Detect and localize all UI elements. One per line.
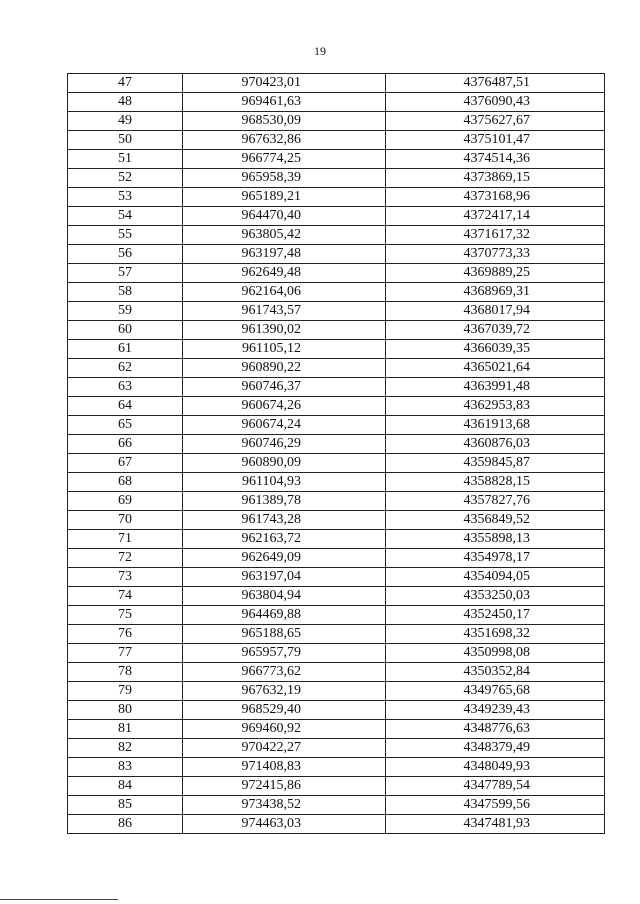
table-row bbox=[68, 720, 605, 739]
y-coordinate-cell: 4367039,72 bbox=[386, 321, 605, 340]
y-coordinate-cell: 4362953,83 bbox=[386, 397, 605, 416]
x-coordinate-cell: 961104,93 bbox=[183, 473, 386, 492]
y-coordinate-cell: 4354094,05 bbox=[386, 568, 605, 587]
y-coordinate-cell: 4354978,17 bbox=[386, 549, 605, 568]
x-coordinate-cell: 965189,21 bbox=[183, 188, 386, 207]
point-number-cell: 55 bbox=[68, 226, 183, 245]
x-coordinate-cell: 969461,63 bbox=[183, 93, 386, 112]
point-number-cell: 51 bbox=[68, 150, 183, 169]
footer-rule bbox=[0, 899, 118, 900]
point-number-cell: 75 bbox=[68, 606, 183, 625]
x-coordinate-cell: 961390,02 bbox=[183, 321, 386, 340]
table-row bbox=[68, 207, 605, 226]
table-row bbox=[68, 435, 605, 454]
table-body bbox=[68, 74, 605, 834]
table-row bbox=[68, 492, 605, 511]
table-row bbox=[68, 340, 605, 359]
table-row bbox=[68, 701, 605, 720]
point-number-cell: 66 bbox=[68, 435, 183, 454]
point-number-cell: 53 bbox=[68, 188, 183, 207]
table-row bbox=[68, 93, 605, 112]
table-row bbox=[68, 568, 605, 587]
table-row bbox=[68, 378, 605, 397]
table-row bbox=[68, 131, 605, 150]
table-row bbox=[68, 739, 605, 758]
table-row bbox=[68, 321, 605, 340]
y-coordinate-cell: 4365021,64 bbox=[386, 359, 605, 378]
y-coordinate-cell: 4356849,52 bbox=[386, 511, 605, 530]
y-coordinate-cell: 4348379,49 bbox=[386, 739, 605, 758]
x-coordinate-cell: 963197,04 bbox=[183, 568, 386, 587]
table-row bbox=[68, 264, 605, 283]
point-number-cell: 84 bbox=[68, 777, 183, 796]
point-number-cell: 69 bbox=[68, 492, 183, 511]
table-row bbox=[68, 663, 605, 682]
point-number-cell: 74 bbox=[68, 587, 183, 606]
y-coordinate-cell: 4366039,35 bbox=[386, 340, 605, 359]
x-coordinate-cell: 960746,29 bbox=[183, 435, 386, 454]
x-coordinate-cell: 965957,79 bbox=[183, 644, 386, 663]
x-coordinate-cell: 965958,39 bbox=[183, 169, 386, 188]
x-coordinate-cell: 962649,48 bbox=[183, 264, 386, 283]
table-row bbox=[68, 511, 605, 530]
point-number-cell: 52 bbox=[68, 169, 183, 188]
y-coordinate-cell: 4349239,43 bbox=[386, 701, 605, 720]
y-coordinate-cell: 4351698,32 bbox=[386, 625, 605, 644]
point-number-cell: 83 bbox=[68, 758, 183, 777]
y-coordinate-cell: 4374514,36 bbox=[386, 150, 605, 169]
table-row bbox=[68, 302, 605, 321]
y-coordinate-cell: 4347599,56 bbox=[386, 796, 605, 815]
table-row bbox=[68, 454, 605, 473]
point-number-cell: 85 bbox=[68, 796, 183, 815]
point-number-cell: 58 bbox=[68, 283, 183, 302]
table-row bbox=[68, 283, 605, 302]
y-coordinate-cell: 4375627,67 bbox=[386, 112, 605, 131]
point-number-cell: 76 bbox=[68, 625, 183, 644]
y-coordinate-cell: 4370773,33 bbox=[386, 245, 605, 264]
coordinates-table bbox=[67, 73, 605, 834]
x-coordinate-cell: 962164,06 bbox=[183, 283, 386, 302]
point-number-cell: 79 bbox=[68, 682, 183, 701]
y-coordinate-cell: 4357827,76 bbox=[386, 492, 605, 511]
x-coordinate-cell: 961389,78 bbox=[183, 492, 386, 511]
x-coordinate-cell: 965188,65 bbox=[183, 625, 386, 644]
x-coordinate-cell: 964469,88 bbox=[183, 606, 386, 625]
table-row bbox=[68, 245, 605, 264]
point-number-cell: 65 bbox=[68, 416, 183, 435]
y-coordinate-cell: 4368969,31 bbox=[386, 283, 605, 302]
y-coordinate-cell: 4375101,47 bbox=[386, 131, 605, 150]
y-coordinate-cell: 4350998,08 bbox=[386, 644, 605, 663]
table-row bbox=[68, 777, 605, 796]
x-coordinate-cell: 968530,09 bbox=[183, 112, 386, 131]
table-row bbox=[68, 74, 605, 93]
x-coordinate-cell: 974463,03 bbox=[183, 815, 386, 834]
point-number-cell: 71 bbox=[68, 530, 183, 549]
table-row bbox=[68, 815, 605, 834]
point-number-cell: 64 bbox=[68, 397, 183, 416]
point-number-cell: 48 bbox=[68, 93, 183, 112]
x-coordinate-cell: 961105,12 bbox=[183, 340, 386, 359]
x-coordinate-cell: 970422,27 bbox=[183, 739, 386, 758]
y-coordinate-cell: 4373168,96 bbox=[386, 188, 605, 207]
x-coordinate-cell: 967632,86 bbox=[183, 131, 386, 150]
y-coordinate-cell: 4348776,63 bbox=[386, 720, 605, 739]
y-coordinate-cell: 4368017,94 bbox=[386, 302, 605, 321]
y-coordinate-cell: 4350352,84 bbox=[386, 663, 605, 682]
page-number: 19 bbox=[314, 44, 326, 58]
point-number-cell: 81 bbox=[68, 720, 183, 739]
y-coordinate-cell: 4347481,93 bbox=[386, 815, 605, 834]
y-coordinate-cell: 4352450,17 bbox=[386, 606, 605, 625]
x-coordinate-cell: 970423,01 bbox=[183, 74, 386, 93]
point-number-cell: 63 bbox=[68, 378, 183, 397]
point-number-cell: 56 bbox=[68, 245, 183, 264]
x-coordinate-cell: 969460,92 bbox=[183, 720, 386, 739]
table-row bbox=[68, 416, 605, 435]
x-coordinate-cell: 962163,72 bbox=[183, 530, 386, 549]
point-number-cell: 72 bbox=[68, 549, 183, 568]
point-number-cell: 57 bbox=[68, 264, 183, 283]
x-coordinate-cell: 967632,19 bbox=[183, 682, 386, 701]
x-coordinate-cell: 966774,25 bbox=[183, 150, 386, 169]
x-coordinate-cell: 966773,62 bbox=[183, 663, 386, 682]
y-coordinate-cell: 4358828,15 bbox=[386, 473, 605, 492]
table-row bbox=[68, 150, 605, 169]
y-coordinate-cell: 4355898,13 bbox=[386, 530, 605, 549]
x-coordinate-cell: 963805,42 bbox=[183, 226, 386, 245]
point-number-cell: 54 bbox=[68, 207, 183, 226]
y-coordinate-cell: 4372417,14 bbox=[386, 207, 605, 226]
point-number-cell: 60 bbox=[68, 321, 183, 340]
y-coordinate-cell: 4361913,68 bbox=[386, 416, 605, 435]
y-coordinate-cell: 4369889,25 bbox=[386, 264, 605, 283]
y-coordinate-cell: 4376487,51 bbox=[386, 74, 605, 93]
point-number-cell: 61 bbox=[68, 340, 183, 359]
table-row bbox=[68, 682, 605, 701]
y-coordinate-cell: 4359845,87 bbox=[386, 454, 605, 473]
x-coordinate-cell: 961743,28 bbox=[183, 511, 386, 530]
x-coordinate-cell: 961743,57 bbox=[183, 302, 386, 321]
y-coordinate-cell: 4353250,03 bbox=[386, 587, 605, 606]
point-number-cell: 78 bbox=[68, 663, 183, 682]
point-number-cell: 70 bbox=[68, 511, 183, 530]
point-number-cell: 73 bbox=[68, 568, 183, 587]
x-coordinate-cell: 963197,48 bbox=[183, 245, 386, 264]
point-number-cell: 82 bbox=[68, 739, 183, 758]
point-number-cell: 67 bbox=[68, 454, 183, 473]
x-coordinate-cell: 968529,40 bbox=[183, 701, 386, 720]
x-coordinate-cell: 960890,09 bbox=[183, 454, 386, 473]
x-coordinate-cell: 972415,86 bbox=[183, 777, 386, 796]
table-row bbox=[68, 549, 605, 568]
x-coordinate-cell: 964470,40 bbox=[183, 207, 386, 226]
table-row bbox=[68, 587, 605, 606]
x-coordinate-cell: 960674,24 bbox=[183, 416, 386, 435]
table-row bbox=[68, 359, 605, 378]
y-coordinate-cell: 4347789,54 bbox=[386, 777, 605, 796]
point-number-cell: 86 bbox=[68, 815, 183, 834]
point-number-cell: 49 bbox=[68, 112, 183, 131]
table-row bbox=[68, 796, 605, 815]
point-number-cell: 62 bbox=[68, 359, 183, 378]
table-row bbox=[68, 397, 605, 416]
x-coordinate-cell: 960674,26 bbox=[183, 397, 386, 416]
y-coordinate-cell: 4360876,03 bbox=[386, 435, 605, 454]
y-coordinate-cell: 4376090,43 bbox=[386, 93, 605, 112]
x-coordinate-cell: 963804,94 bbox=[183, 587, 386, 606]
point-number-cell: 68 bbox=[68, 473, 183, 492]
table-row bbox=[68, 473, 605, 492]
y-coordinate-cell: 4349765,68 bbox=[386, 682, 605, 701]
table-row bbox=[68, 644, 605, 663]
point-number-cell: 59 bbox=[68, 302, 183, 321]
y-coordinate-cell: 4371617,32 bbox=[386, 226, 605, 245]
x-coordinate-cell: 960746,37 bbox=[183, 378, 386, 397]
y-coordinate-cell: 4373869,15 bbox=[386, 169, 605, 188]
point-number-cell: 47 bbox=[68, 74, 183, 93]
table-row bbox=[68, 226, 605, 245]
table-row bbox=[68, 758, 605, 777]
point-number-cell: 77 bbox=[68, 644, 183, 663]
table-row bbox=[68, 530, 605, 549]
table-row bbox=[68, 188, 605, 207]
table-row bbox=[68, 169, 605, 188]
x-coordinate-cell: 962649,09 bbox=[183, 549, 386, 568]
table-row bbox=[68, 625, 605, 644]
table-row bbox=[68, 606, 605, 625]
table-row bbox=[68, 112, 605, 131]
x-coordinate-cell: 971408,83 bbox=[183, 758, 386, 777]
point-number-cell: 50 bbox=[68, 131, 183, 150]
point-number-cell: 80 bbox=[68, 701, 183, 720]
x-coordinate-cell: 960890,22 bbox=[183, 359, 386, 378]
x-coordinate-cell: 973438,52 bbox=[183, 796, 386, 815]
y-coordinate-cell: 4363991,48 bbox=[386, 378, 605, 397]
y-coordinate-cell: 4348049,93 bbox=[386, 758, 605, 777]
